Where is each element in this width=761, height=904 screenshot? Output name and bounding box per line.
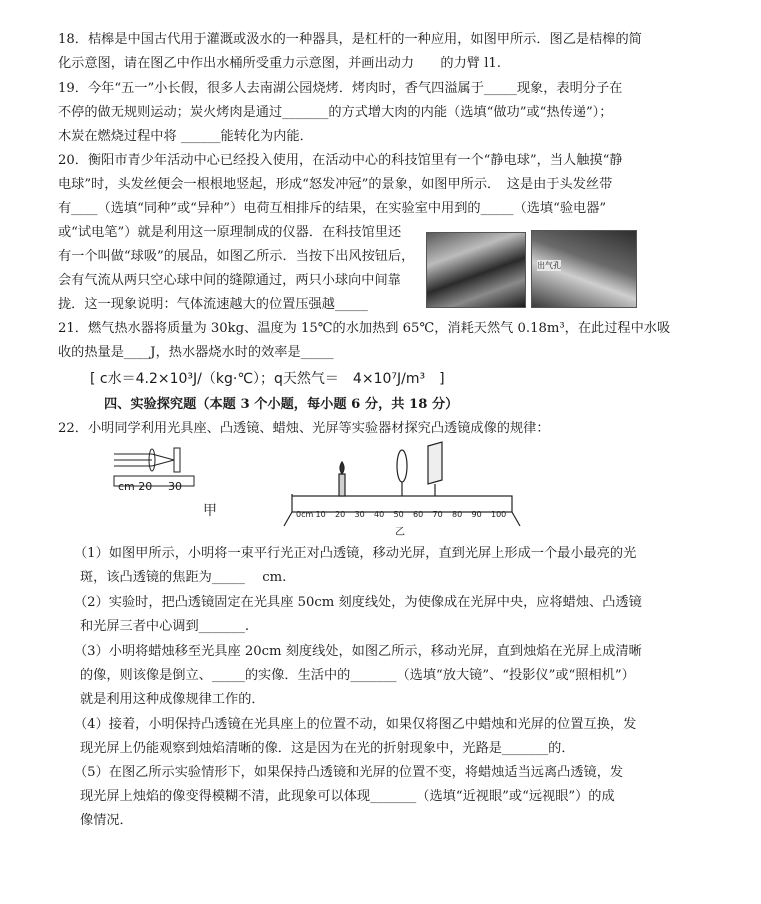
section-4-heading: 四、实验探究题（本题 3 个小题，每小题 6 分，共 18 分） — [104, 397, 459, 412]
static-ball-photo — [426, 232, 526, 308]
air-outlet-label: 出气孔 — [537, 261, 561, 270]
bench-tick-5: 50 — [393, 510, 404, 519]
q20-line-3: 有____（选填“同种”或“异种”）电荷互相排斥的结果，在实验室中用到的_____（选填“验电器” — [58, 201, 607, 216]
q22-part2-line-2: 和光屏三者中心调到_______. — [80, 619, 250, 634]
fig-jia-ruler-label-20: cm 20 — [118, 480, 153, 493]
bench-tick-8: 80 — [452, 510, 463, 519]
q19-line-3: 木炭在燃烧过程中将 ______能转化为内能． — [58, 129, 313, 144]
q18-line-2: 化示意图，请在图乙中作出水桶所受重力示意图，并画出动力 的力臂 l1. — [58, 56, 501, 71]
q21-line-2: 收的热量是____J，热水器烧水时的效率是_____ — [58, 345, 334, 360]
q21-formula: [ c水＝4.2×10³J/（kg·℃）；q天然气＝ 4×10⁷J/m³ ] — [90, 371, 445, 387]
q22-part2-line-1: （2）实验时，把凸透镜固定在光具座 50cm 刻度线处，为使像成在光屏中央，应将蜡烛、凸透镜 — [74, 595, 642, 610]
q22-part3-line-1: （3）小明将蜡烛移至光具座 20cm 刻度线处，如图乙所示，移动光屏，直到烛焰在光屏上成清晰 — [74, 644, 642, 659]
q20-line-4: 或“试电笔”）就是利用这一原理制成的仪器．在科技馆里还 — [58, 225, 402, 240]
bench-tick-6: 60 — [413, 510, 424, 519]
bench-tick-1: 10 — [315, 510, 326, 519]
q18-line-1: 18．桔槔是中国古代用于灌溉或汲水的一种器具，是杠杆的一种应用，如图甲所示．图乙是桔槔的简 — [58, 32, 642, 47]
bench-tick-4: 40 — [374, 510, 385, 519]
fig-jia-label: 甲 — [203, 503, 217, 519]
q22-part5-line-1: （5）在图乙所示实验情形下，如果保持凸透镜和光屏的位置不变，将蜡烛适当远离凸透镜，发 — [74, 765, 624, 780]
q22-part3-line-2: 的像，则该像是倒立、_____的实像．生活中的_______（选填“放大镜”、“投影仪”或“照相机”） — [80, 668, 635, 683]
q19-line-2: 不停的做无规则运动；炭火烤肉是通过_______的方式增大肉的内能（选填“做功”或“热传递”）； — [58, 105, 613, 120]
bench-tick-3: 30 — [354, 510, 365, 519]
q20-line-7: 拢．这一现象说明：气体流速越大的位置压强越_____ — [58, 297, 368, 312]
q20-line-5: 有一个叫做“球吸”的展品，如图乙所示．当按下出风按钮后， — [58, 249, 415, 264]
q21-line-1: 21．燃气热水器将质量为 30kg、温度为 15℃的水加热到 65℃，消耗天然气 0.18m³，在此过程中水吸 — [58, 321, 671, 336]
bench-tick-7: 70 — [432, 510, 443, 519]
bench-tick-10: 100 — [491, 510, 507, 519]
bench-tick-2: 20 — [335, 510, 346, 519]
q19-line-1: 19．今年“五一”小长假，很多人去南湖公园烧烤．烤肉时，香气四溢属于_____现象，表明分子在 — [58, 81, 623, 96]
bench-tick-0: 0cm — [296, 510, 314, 519]
q22-part3-line-3: 就是利用这种成像规律工作的． — [80, 692, 265, 707]
q20-line-6: 会有气流从两只空心球中间的缝隙通过，两只小球向中间靠 — [58, 273, 401, 288]
fig-jia-ruler-label-30: 30 — [168, 480, 182, 493]
q22-intro: 22．小明同学利用光具座、凸透镜、蜡烛、光屏等实验器材探究凸透镜成像的规律： — [58, 421, 550, 436]
bench-tick-9: 90 — [471, 510, 482, 519]
q20-line-2: 电球”时，头发丝便会一根根地竖起，形成“怒发冲冠”的景象，如图甲所示． 这是由于头发丝带 — [58, 177, 613, 192]
q22-part5-line-3: 像情况． — [80, 813, 133, 828]
q22-part1-line-1: （1）如图甲所示，小明将一束平行光正对凸透镜，移动光屏，直到光屏上形成一个最小最亮的光 — [74, 546, 637, 561]
q20-line-1: 20．衡阳市青少年活动中心已经投入使用，在活动中心的科技馆里有一个“静电球”，当人触摸“静 — [58, 153, 623, 168]
q22-part4-line-1: （4）接着，小明保持凸透镜在光具座上的位置不动，如果仅将图乙中蜡烛和光屏的位置互换，发 — [74, 717, 637, 732]
q22-part5-line-2: 现光屏上烛焰的像变得模糊不清，此现象可以体现_______（选填“近视眼”或“远视眼”）的成 — [80, 789, 615, 804]
q22-part1-line-2: 斑，该凸透镜的焦距为_____ cm. — [80, 570, 287, 585]
fig-yi-label: 乙 — [395, 527, 405, 538]
q22-part4-line-2: 现光屏上仍能观察到烛焰清晰的像．这是因为在光的折射现象中，光路是_______的． — [80, 741, 575, 756]
